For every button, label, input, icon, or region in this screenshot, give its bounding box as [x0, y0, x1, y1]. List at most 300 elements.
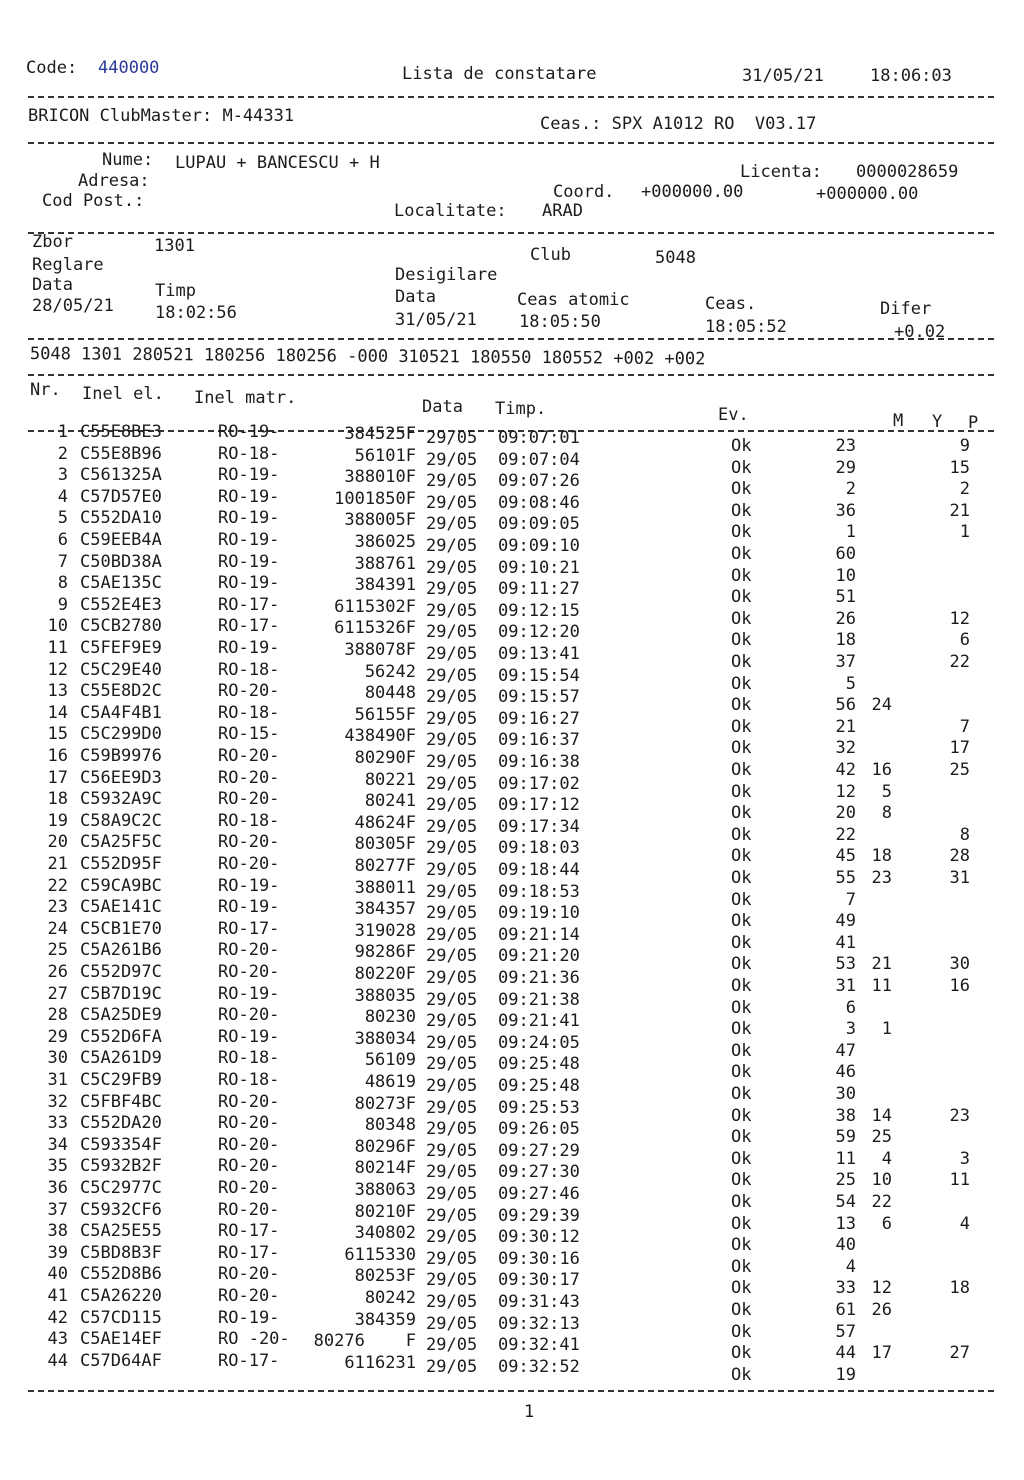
cell-ev: Ok	[731, 565, 752, 586]
table-row	[0, 1350, 1024, 1385]
name-label: Nume:	[102, 150, 154, 170]
cell-rg: RO-20-	[218, 962, 280, 982]
cell-el: C57D64AF	[80, 1350, 162, 1371]
cell-dt: 29/05	[426, 1097, 478, 1118]
cell-el: C5CB1E70	[80, 918, 162, 939]
cell-m: 38	[835, 1105, 856, 1126]
cell-nr: 14	[47, 702, 68, 723]
cell-m: 55	[835, 868, 856, 888]
cell-ev: Ok	[731, 824, 752, 845]
cell-mt: 80348	[364, 1115, 416, 1136]
cell-mt: 80220F	[354, 964, 416, 984]
divider	[28, 374, 994, 376]
cell-tm: 09:19:10	[498, 903, 580, 924]
cell-ev: Ok	[731, 457, 752, 478]
cell-p: 3	[959, 1148, 970, 1169]
cell-el: C561325A	[80, 465, 162, 486]
reglare-label: Reglare	[32, 255, 104, 275]
cell-m: 25	[835, 1170, 856, 1191]
cell-p: 30	[949, 954, 970, 975]
cell-dt: 29/05	[426, 1076, 478, 1096]
cell-mt: 386025	[354, 532, 416, 552]
cell-y: 11	[871, 976, 892, 996]
cell-p: 11	[949, 1170, 970, 1191]
cell-el: C5C29E40	[80, 659, 162, 680]
cell-y: 21	[871, 954, 892, 975]
cell-dt: 29/05	[426, 1313, 478, 1334]
cell-mt: 56242	[364, 661, 416, 682]
cell-nr: 4	[57, 486, 68, 507]
cell-dt: 29/05	[426, 579, 478, 600]
cell-m: 40	[835, 1235, 856, 1256]
cell-mt: 384357	[354, 899, 416, 920]
license-value: 0000028659	[856, 162, 959, 182]
desig-data-label: Data	[395, 287, 436, 307]
cell-m: 5	[845, 673, 856, 694]
cell-dt: 29/05	[426, 600, 478, 621]
cell-tm: 09:30:12	[498, 1227, 580, 1248]
cell-rg: RO-20-	[218, 1091, 280, 1112]
cell-dt: 29/05	[426, 687, 478, 708]
cell-el: C55E8BE3	[80, 422, 162, 442]
cell-el: C552DA10	[80, 508, 162, 529]
cell-ev: Ok	[731, 1235, 752, 1256]
cell-ev: Ok	[731, 1321, 752, 1342]
cell-nr: 40	[47, 1264, 68, 1285]
cell-nr: 41	[47, 1286, 68, 1306]
cell-p: 6	[959, 630, 970, 651]
cell-m: 13	[835, 1213, 856, 1234]
cell-tm: 09:08:46	[498, 492, 580, 513]
cell-p: 17	[949, 738, 970, 759]
cell-tm: 09:30:16	[498, 1248, 580, 1269]
cell-nr: 8	[57, 573, 68, 594]
cell-rg: RO-20-	[218, 746, 280, 766]
cell-nr: 7	[57, 551, 68, 572]
cell-y: 18	[871, 846, 892, 867]
cell-nr: 25	[47, 940, 68, 961]
divider	[28, 232, 994, 234]
cell-mt: 388010F	[344, 467, 416, 488]
cell-p: 8	[959, 824, 970, 845]
cell-mt: 80296F	[354, 1136, 416, 1157]
cell-ev: Ok	[731, 760, 752, 780]
cell-rg: RO-19-	[218, 465, 280, 486]
cell-tm: 09:21:36	[498, 968, 580, 988]
cell-tm: 09:07:26	[498, 471, 580, 492]
cell-ev: Ok	[731, 803, 752, 824]
cell-p: 7	[959, 716, 970, 737]
cell-rg: RO-18-	[218, 810, 280, 831]
cell-rg: RO-20-	[218, 1156, 280, 1177]
timp-label: Timp	[155, 281, 196, 301]
ceas-atomic-label: Ceas atomic	[517, 290, 630, 310]
cell-m: 53	[835, 954, 856, 975]
cell-mt: 56101F	[354, 445, 416, 466]
col-y: Y	[932, 412, 943, 432]
cell-nr: 19	[47, 810, 68, 831]
cell-nr: 27	[47, 983, 68, 1004]
cell-el: C5A261D9	[80, 1048, 162, 1069]
cell-dt: 29/05	[426, 795, 478, 816]
cell-ev: Ok	[731, 673, 752, 694]
cell-tm: 09:17:34	[498, 816, 580, 837]
cell-nr: 33	[47, 1113, 68, 1134]
cell-mt: 80230	[364, 1007, 416, 1028]
coord-label: Coord.	[553, 182, 615, 202]
cell-tm: 09:09:05	[498, 514, 580, 535]
cell-rg: RO-19-	[218, 897, 280, 918]
cell-dt: 29/05	[426, 1162, 478, 1183]
cell-el: C5BD8B3F	[80, 1242, 162, 1263]
cell-el: C57CD115	[80, 1307, 162, 1328]
cell-el: C59CA9BC	[80, 875, 162, 896]
cell-m: 26	[835, 608, 856, 629]
cell-nr: 32	[47, 1091, 68, 1112]
cell-y: 1	[881, 1019, 892, 1040]
cell-m: 61	[835, 1300, 856, 1320]
cell-mt: 80221	[364, 769, 416, 790]
report-title: Lista de constatare	[402, 64, 597, 84]
cell-el: C552D8B6	[80, 1264, 162, 1285]
cell-tm: 09:21:38	[498, 989, 580, 1010]
cell-mt: 80242	[364, 1288, 416, 1308]
cell-ev: Ok	[731, 1040, 752, 1061]
cell-rg: RO-20-	[218, 681, 280, 702]
cell-dt: 29/05	[426, 644, 478, 664]
col-m: M	[893, 411, 904, 431]
cell-tm: 09:16:38	[498, 752, 580, 772]
cell-dt: 29/05	[426, 1292, 478, 1312]
cell-ev: Ok	[731, 1300, 752, 1320]
cell-y: 14	[871, 1105, 892, 1126]
cell-ev: Ok	[731, 868, 752, 888]
cell-mt: 384359	[354, 1309, 416, 1330]
cell-m: 10	[835, 565, 856, 586]
cell-ev: Ok	[731, 738, 752, 759]
cell-el: C552DA20	[80, 1113, 162, 1134]
cell-tm: 09:13:41	[498, 644, 580, 664]
cell-rg: RO-20-	[218, 1005, 280, 1026]
cell-nr: 24	[47, 918, 68, 939]
cell-m: 11	[835, 1148, 856, 1169]
reglare-time: 18:02:56	[155, 303, 237, 323]
ceas-label: Ceas.	[705, 294, 757, 314]
cell-dt: 29/05	[426, 1140, 478, 1161]
cell-mt: 80241	[364, 791, 416, 812]
cell-dt: 29/05	[426, 1356, 478, 1377]
col-data: Data	[422, 397, 463, 417]
summary-line: 5048 1301 280521 180256 180256 -000 310521 180550 180552 +002 +002	[29, 344, 706, 370]
cell-ev: Ok	[731, 976, 752, 996]
cell-tm: 09:21:41	[498, 1011, 580, 1032]
col-inel-el: Inel el.	[82, 384, 164, 404]
cell-dt: 29/05	[426, 1335, 478, 1356]
cell-dt: 29/05	[426, 816, 478, 837]
difer-label: Difer	[880, 299, 932, 319]
cell-mt: 6115330	[344, 1244, 416, 1265]
cell-rg: RO-18-	[218, 659, 280, 680]
cell-mt: 80210F	[354, 1201, 416, 1222]
cell-y: 16	[871, 760, 892, 780]
cell-m: 6	[845, 997, 856, 1018]
cell-el: C5A25DE9	[80, 1005, 162, 1026]
coord-1: +000000.00	[641, 182, 744, 202]
license-label: Licenta:	[740, 162, 822, 182]
report-time: 18:06:03	[870, 66, 952, 86]
zbor-label: Zbor	[32, 232, 73, 252]
cell-ev: Ok	[731, 997, 752, 1018]
cell-nr: 30	[47, 1048, 68, 1069]
cell-tm: 09:27:46	[498, 1184, 580, 1204]
cell-rg: RO-20-	[218, 1286, 280, 1306]
cell-rg: RO-19-	[218, 638, 280, 658]
page-number: 1	[524, 1402, 535, 1422]
cell-m: 22	[835, 824, 856, 845]
cell-dt: 29/05	[426, 968, 478, 988]
cell-y: 12	[871, 1278, 892, 1299]
cell-mt: 48619	[364, 1072, 416, 1092]
cell-dt: 29/05	[426, 1011, 478, 1032]
cell-dt: 29/05	[426, 946, 478, 967]
cell-rg: RO-17-	[218, 1242, 280, 1263]
cell-p: 31	[949, 868, 970, 888]
cell-el: C5A25E55	[80, 1221, 162, 1242]
cell-nr: 22	[47, 875, 68, 896]
cell-nr: 38	[47, 1221, 68, 1242]
cell-p: 27	[949, 1343, 970, 1364]
cell-ev: Ok	[731, 1084, 752, 1104]
cell-m: 51	[835, 587, 856, 608]
cell-rg: RO-20-	[218, 1113, 280, 1134]
cell-p: 16	[949, 976, 970, 996]
cell-m: 2	[845, 479, 856, 500]
cell-rg: RO-20-	[218, 789, 280, 810]
cell-nr: 17	[47, 767, 68, 788]
col-ev: Ev.	[718, 405, 749, 425]
cell-tm: 09:25:53	[498, 1097, 580, 1118]
coord-2: +000000.00	[816, 184, 919, 204]
divider	[28, 1390, 994, 1392]
desig-date: 31/05/21	[395, 310, 477, 330]
cell-nr: 3	[57, 465, 68, 486]
cell-tm: 09:24:05	[498, 1032, 580, 1053]
cell-p: 25	[949, 760, 970, 780]
cell-mt: 56109	[364, 1050, 416, 1071]
cell-tm: 09:16:27	[498, 708, 580, 729]
cell-dt: 29/05	[426, 1184, 478, 1204]
cell-ev: Ok	[731, 954, 752, 975]
cell-el: C59B9976	[80, 746, 162, 766]
cell-mt: 80273F	[354, 1093, 416, 1114]
cell-rg: RO-19-	[218, 486, 280, 507]
cell-rg: RO-20-	[218, 940, 280, 961]
cell-el: C55E8D2C	[80, 681, 162, 702]
cell-ev: Ok	[731, 500, 752, 521]
cell-ev: Ok	[731, 1148, 752, 1169]
cell-p: 2	[959, 479, 970, 500]
cell-dt: 29/05	[426, 903, 478, 924]
cell-nr: 18	[47, 789, 68, 810]
cell-mt: 388063	[354, 1180, 416, 1200]
cell-ev: Ok	[731, 889, 752, 910]
cell-ev: Ok	[731, 911, 752, 932]
locality-value: ARAD	[542, 201, 583, 221]
cell-nr: 39	[47, 1242, 68, 1263]
cell-y: 23	[871, 868, 892, 888]
cell-nr: 43	[47, 1329, 68, 1350]
cell-m: 31	[835, 976, 856, 996]
cell-rg: RO-20-	[218, 854, 280, 874]
cell-rg: RO-17-	[218, 594, 280, 615]
cell-rg: RO-20-	[218, 767, 280, 788]
cell-ev: Ok	[731, 436, 752, 456]
cell-mt: 80253F	[354, 1266, 416, 1287]
cell-dt: 29/05	[426, 1205, 478, 1226]
cell-dt: 29/05	[426, 536, 478, 556]
cell-dt: 29/05	[426, 881, 478, 902]
cell-dt: 29/05	[426, 665, 478, 686]
cell-el: C5932A9C	[80, 789, 162, 810]
cell-rg: RO-20-	[218, 1264, 280, 1285]
cell-ev: Ok	[731, 781, 752, 802]
cell-el: C5CB2780	[80, 616, 162, 637]
cell-tm: 09:27:30	[498, 1162, 580, 1183]
cell-mt: 388011	[354, 877, 416, 898]
cell-rg: RO-19-	[218, 530, 280, 550]
cell-p: 23	[949, 1105, 970, 1126]
cell-rg: RO-20-	[218, 1134, 280, 1155]
cell-m: 45	[835, 846, 856, 867]
cell-rg: RO-18-	[218, 1048, 280, 1069]
cell-m: 42	[835, 760, 856, 780]
cell-m: 23	[835, 436, 856, 456]
cell-dt: 29/05	[426, 730, 478, 751]
cell-p: 9	[959, 436, 970, 456]
cell-nr: 36	[47, 1178, 68, 1198]
cell-mt: 1001850F	[334, 488, 416, 509]
cell-el: C5C29FB9	[80, 1070, 162, 1090]
cell-dt: 29/05	[426, 1054, 478, 1075]
cell-dt: 29/05	[426, 492, 478, 513]
cell-ev: Ok	[731, 1364, 752, 1385]
cell-nr: 6	[57, 530, 68, 550]
cell-dt: 29/05	[426, 924, 478, 945]
cell-tm: 09:32:13	[498, 1313, 580, 1334]
cell-ev: Ok	[731, 544, 752, 564]
cell-ev: Ok	[731, 695, 752, 716]
difer-value: +0.02	[894, 322, 946, 342]
cell-el: C5A25F5C	[80, 832, 162, 853]
cell-mt: 340802	[354, 1223, 416, 1244]
cell-m: 47	[835, 1040, 856, 1061]
cell-ev: Ok	[731, 608, 752, 629]
cell-dt: 29/05	[426, 773, 478, 794]
cell-nr: 11	[47, 638, 68, 658]
cell-nr: 15	[47, 724, 68, 745]
cell-nr: 16	[47, 746, 68, 766]
cell-tm: 09:11:27	[498, 579, 580, 600]
cell-mt: 6116231	[344, 1352, 416, 1373]
name-value: LUPAU + BANCESCU + H	[175, 153, 380, 173]
cell-rg: RO-19-	[218, 551, 280, 572]
zbor-value: 1301	[154, 236, 195, 256]
locality-label: Localitate:	[394, 201, 507, 221]
cell-nr: 10	[47, 616, 68, 637]
cell-ev: Ok	[731, 479, 752, 500]
cell-tm: 09:09:10	[498, 536, 580, 556]
cell-nr: 35	[47, 1156, 68, 1177]
cell-rg: RO-18-	[218, 1070, 280, 1090]
cell-tm: 09:25:48	[498, 1054, 580, 1075]
cell-m: 7	[845, 889, 856, 910]
cell-tm: 09:32:41	[498, 1335, 580, 1356]
cell-m: 21	[835, 716, 856, 737]
cell-m: 57	[835, 1321, 856, 1342]
cell-nr: 5	[57, 508, 68, 529]
cell-m: 41	[835, 932, 856, 953]
cell-tm: 09:18:44	[498, 860, 580, 880]
cell-ev: Ok	[731, 1278, 752, 1299]
cell-el: C5AE141C	[80, 897, 162, 918]
cell-rg: RO-17-	[218, 918, 280, 939]
ceas-atomic-value: 18:05:50	[519, 312, 601, 332]
cell-nr: 1	[57, 422, 68, 442]
cell-dt: 29/05	[426, 622, 478, 643]
cell-mt: 80214F	[354, 1158, 416, 1179]
divider	[28, 142, 994, 144]
cell-p: 15	[949, 457, 970, 478]
cell-rg: RO-19-	[218, 1026, 280, 1047]
cell-m: 37	[835, 652, 856, 672]
cell-dt: 29/05	[426, 860, 478, 880]
cell-rg: RO-20-	[218, 1199, 280, 1220]
cell-dt: 29/05	[426, 428, 478, 448]
cell-nr: 21	[47, 854, 68, 874]
cell-m: 60	[835, 544, 856, 564]
cell-rg: RO-17-	[218, 1221, 280, 1242]
cell-nr: 9	[57, 594, 68, 615]
cell-nr: 28	[47, 1005, 68, 1026]
cell-m: 1	[845, 522, 856, 543]
cell-mt: 6115302F	[334, 596, 416, 617]
cell-mt: 48624F	[354, 812, 416, 833]
cell-el: C552E4E3	[80, 594, 162, 615]
cell-dt: 29/05	[426, 838, 478, 859]
cell-m: 4	[845, 1256, 856, 1277]
cell-rg: RO-19-	[218, 422, 280, 442]
cell-ev: Ok	[731, 587, 752, 608]
cell-rg: RO-18-	[218, 443, 280, 464]
cell-nr: 23	[47, 897, 68, 918]
cell-nr: 12	[47, 659, 68, 680]
cell-mt: 80305F	[354, 834, 416, 855]
cell-dt: 29/05	[426, 557, 478, 578]
cell-tm: 09:32:52	[498, 1356, 580, 1377]
reglare-date: 28/05/21	[32, 296, 114, 316]
cell-m: 54	[835, 1192, 856, 1212]
cell-el: C552D95F	[80, 854, 162, 874]
cell-y: 24	[871, 695, 892, 716]
cell-el: C5FEF9E9	[80, 638, 162, 658]
cell-p: 1	[959, 522, 970, 543]
cell-el: C58A9C2C	[80, 810, 162, 831]
cell-ev: Ok	[731, 522, 752, 543]
cell-nr: 2	[57, 443, 68, 464]
cell-mt: 80277F	[354, 856, 416, 876]
cell-p: 21	[949, 500, 970, 521]
cell-dt: 29/05	[426, 1270, 478, 1291]
